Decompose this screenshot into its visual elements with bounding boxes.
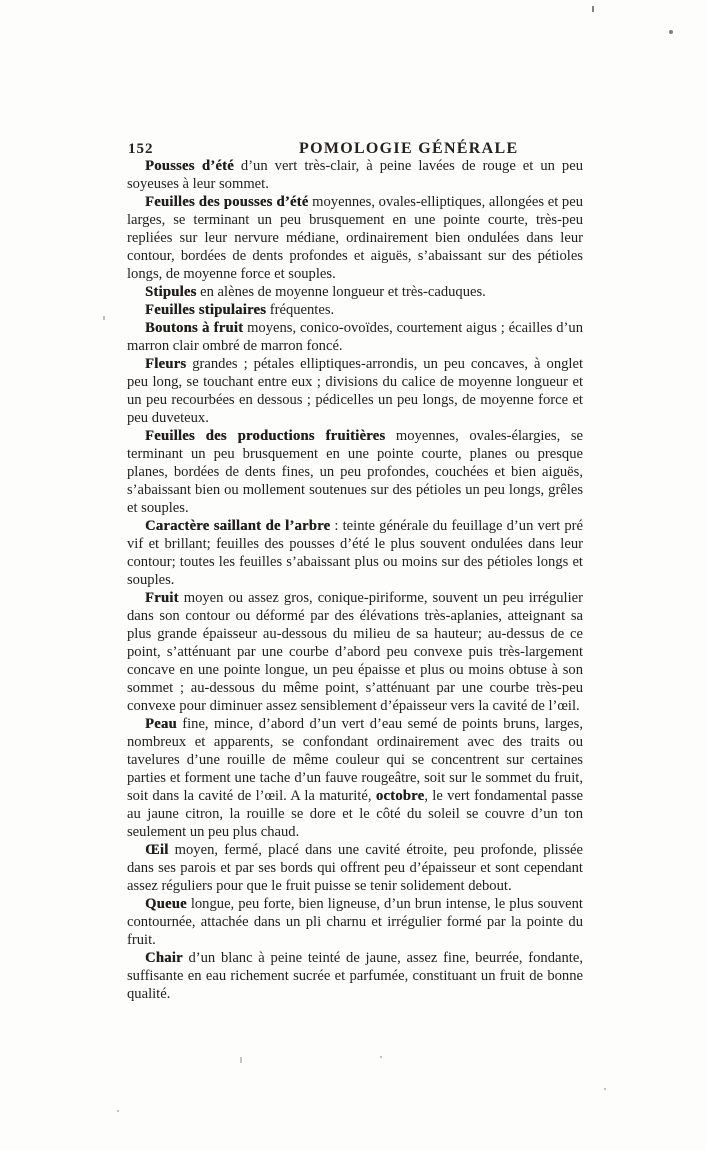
body-text: fréquentes. bbox=[266, 302, 335, 318]
lead-term: Fruit bbox=[145, 590, 179, 606]
lead-term: Fleurs bbox=[145, 356, 187, 372]
body-text: d’un blanc à peine teinté de jaune, assez fine, beurrée, fondante, suffisante en eau richement sucrée et parfumée, constituant un fruit de bonne qualité. bbox=[127, 950, 583, 1002]
paragraph bbox=[127, 589, 583, 715]
body-text: en alènes de moyenne longueur et très-caduques. bbox=[196, 284, 486, 300]
paragraph bbox=[127, 841, 583, 895]
body-text: d’un vert très-clair, à peine lavées de rouge et un peu soyeuses à leur sommet. bbox=[127, 158, 583, 192]
scan-speck bbox=[380, 1056, 382, 1058]
lead-term: Feuilles des pousses d’été bbox=[145, 194, 309, 210]
paragraph bbox=[127, 301, 583, 319]
lead-term: Pousses d’été bbox=[145, 158, 234, 174]
paragraph bbox=[127, 193, 583, 283]
lead-term: octobre bbox=[375, 788, 425, 804]
paragraph bbox=[127, 157, 583, 193]
body-text: longue, peu forte, bien ligneuse, d’un brun intense, le plus souvent contournée, attachée dans un pli charnu et irrégulier formé par la pointe du fruit. bbox=[127, 896, 583, 948]
scan-speck bbox=[592, 6, 594, 12]
scan-speck bbox=[240, 1057, 242, 1063]
body-text: moyen, fermé, placé dans une cavité étroite, peu profonde, plissée dans ses parois et par ses bords qui offrent peu d’épaisseur et sont cependant assez réguliers pour que le fruit puisse se tenir solidement debout. bbox=[127, 842, 583, 894]
lead-term: Stipules bbox=[145, 284, 197, 300]
lead-term: Boutons à fruit bbox=[145, 320, 244, 336]
text-block bbox=[127, 157, 583, 1003]
lead-term: Caractère saillant de l’arbre bbox=[145, 518, 331, 534]
body-text: , le vert fondamental passe au jaune citron, la rouille se dore et le côté du soleil se couvre d’un ton seulement un peu plus chaud. bbox=[127, 788, 584, 840]
body-text: grandes ; pétales elliptiques-arrondis, un peu concaves, à onglet peu long, se touchant entre eux ; divisions du calice de moyenne longueur et un peu recourbées en dessous ; pédicelles un peu longs, de moyenne force et peu duveteux. bbox=[127, 356, 583, 426]
paragraph bbox=[127, 949, 583, 1003]
body-text: moyens, conico-ovoïdes, courtement aigus ; écailles d’un marron clair ombré de marron foncé. bbox=[127, 320, 584, 354]
paragraph bbox=[127, 283, 583, 301]
body-text: moyennes, ovales-elliptiques, allongées et peu larges, se terminant un peu brusquement en une pointe courte, très-peu repliées sur leur nervure médiane, ordinairement bien ondulées dans leur contour, bordées de dents profondes et aiguës, s’abaissant sur des pétioles longs, de moyenne force et souples. bbox=[127, 194, 583, 282]
lead-term: Feuilles stipulaires bbox=[145, 302, 267, 318]
paragraph bbox=[127, 427, 583, 517]
lead-term: Chair bbox=[145, 950, 183, 966]
page-header bbox=[0, 0, 707, 157]
body-text: : teinte générale du feuillage d’un vert pré vif et brillant; feuilles des pousses d’été le plus souvent ondulées dans leur contour; toutes les feuilles s’abaissant plus ou moins sur des pétioles longs et souples. bbox=[127, 518, 583, 588]
paragraph bbox=[127, 517, 583, 589]
paragraph bbox=[127, 895, 583, 949]
lead-term: Peau bbox=[145, 716, 177, 732]
scan-speck bbox=[117, 1110, 119, 1112]
paragraph bbox=[127, 319, 583, 355]
lead-term: Œil bbox=[145, 842, 169, 858]
lead-term: Queue bbox=[145, 896, 187, 912]
page-number: 152 bbox=[128, 141, 154, 157]
running-head: POMOLOGIE GÉNÉRALE bbox=[299, 140, 519, 157]
body-text: moyennes, ovales-élargies, se terminant un peu brusquement en une pointe courte, planes ou presque planes, bordées de dents fines, un peu profondes, couchées et bien aiguës, s’abaissant bien ou mollement soutenues sur des pétioles un peu longs, grêles et souples. bbox=[127, 428, 583, 516]
scan-speck bbox=[604, 1088, 606, 1090]
paragraph bbox=[127, 355, 583, 427]
paragraph bbox=[127, 715, 583, 841]
body-text: fine, mince, d’abord d’un vert d’eau semé de points bruns, larges, nombreux et apparents, se confondant ordinairement avec des traits ou tavelures d’une rouille de même couleur qui se concentrent sur certaines parties et forment une tache d’un fauve rougeâtre, soit sur le sommet du fruit, soit dans la cavité de l’œil. A la maturité, bbox=[127, 716, 583, 804]
scan-speck bbox=[669, 30, 673, 34]
lead-term: Feuilles des productions fruitières bbox=[145, 428, 386, 444]
scan-speck bbox=[103, 316, 105, 320]
body-text: moyen ou assez gros, conique-piriforme, souvent un peu irrégulier dans son contour ou déformé par des élévations très-aplanies, atteignant sa plus grande épaisseur au-dessous du milieu de sa hauteur; au-dessus de ce point, s’atténuant par une courbe d’abord peu convexe puis très-largement concave en une pointe longue, un peu épaisse et plus ou moins obtuse à son sommet ; au-dessous du même point, s’atténuant par une courbe très-peu convexe pour diminuer assez sensiblement d’épaisseur vers la cavité de l’œil. bbox=[127, 590, 583, 714]
